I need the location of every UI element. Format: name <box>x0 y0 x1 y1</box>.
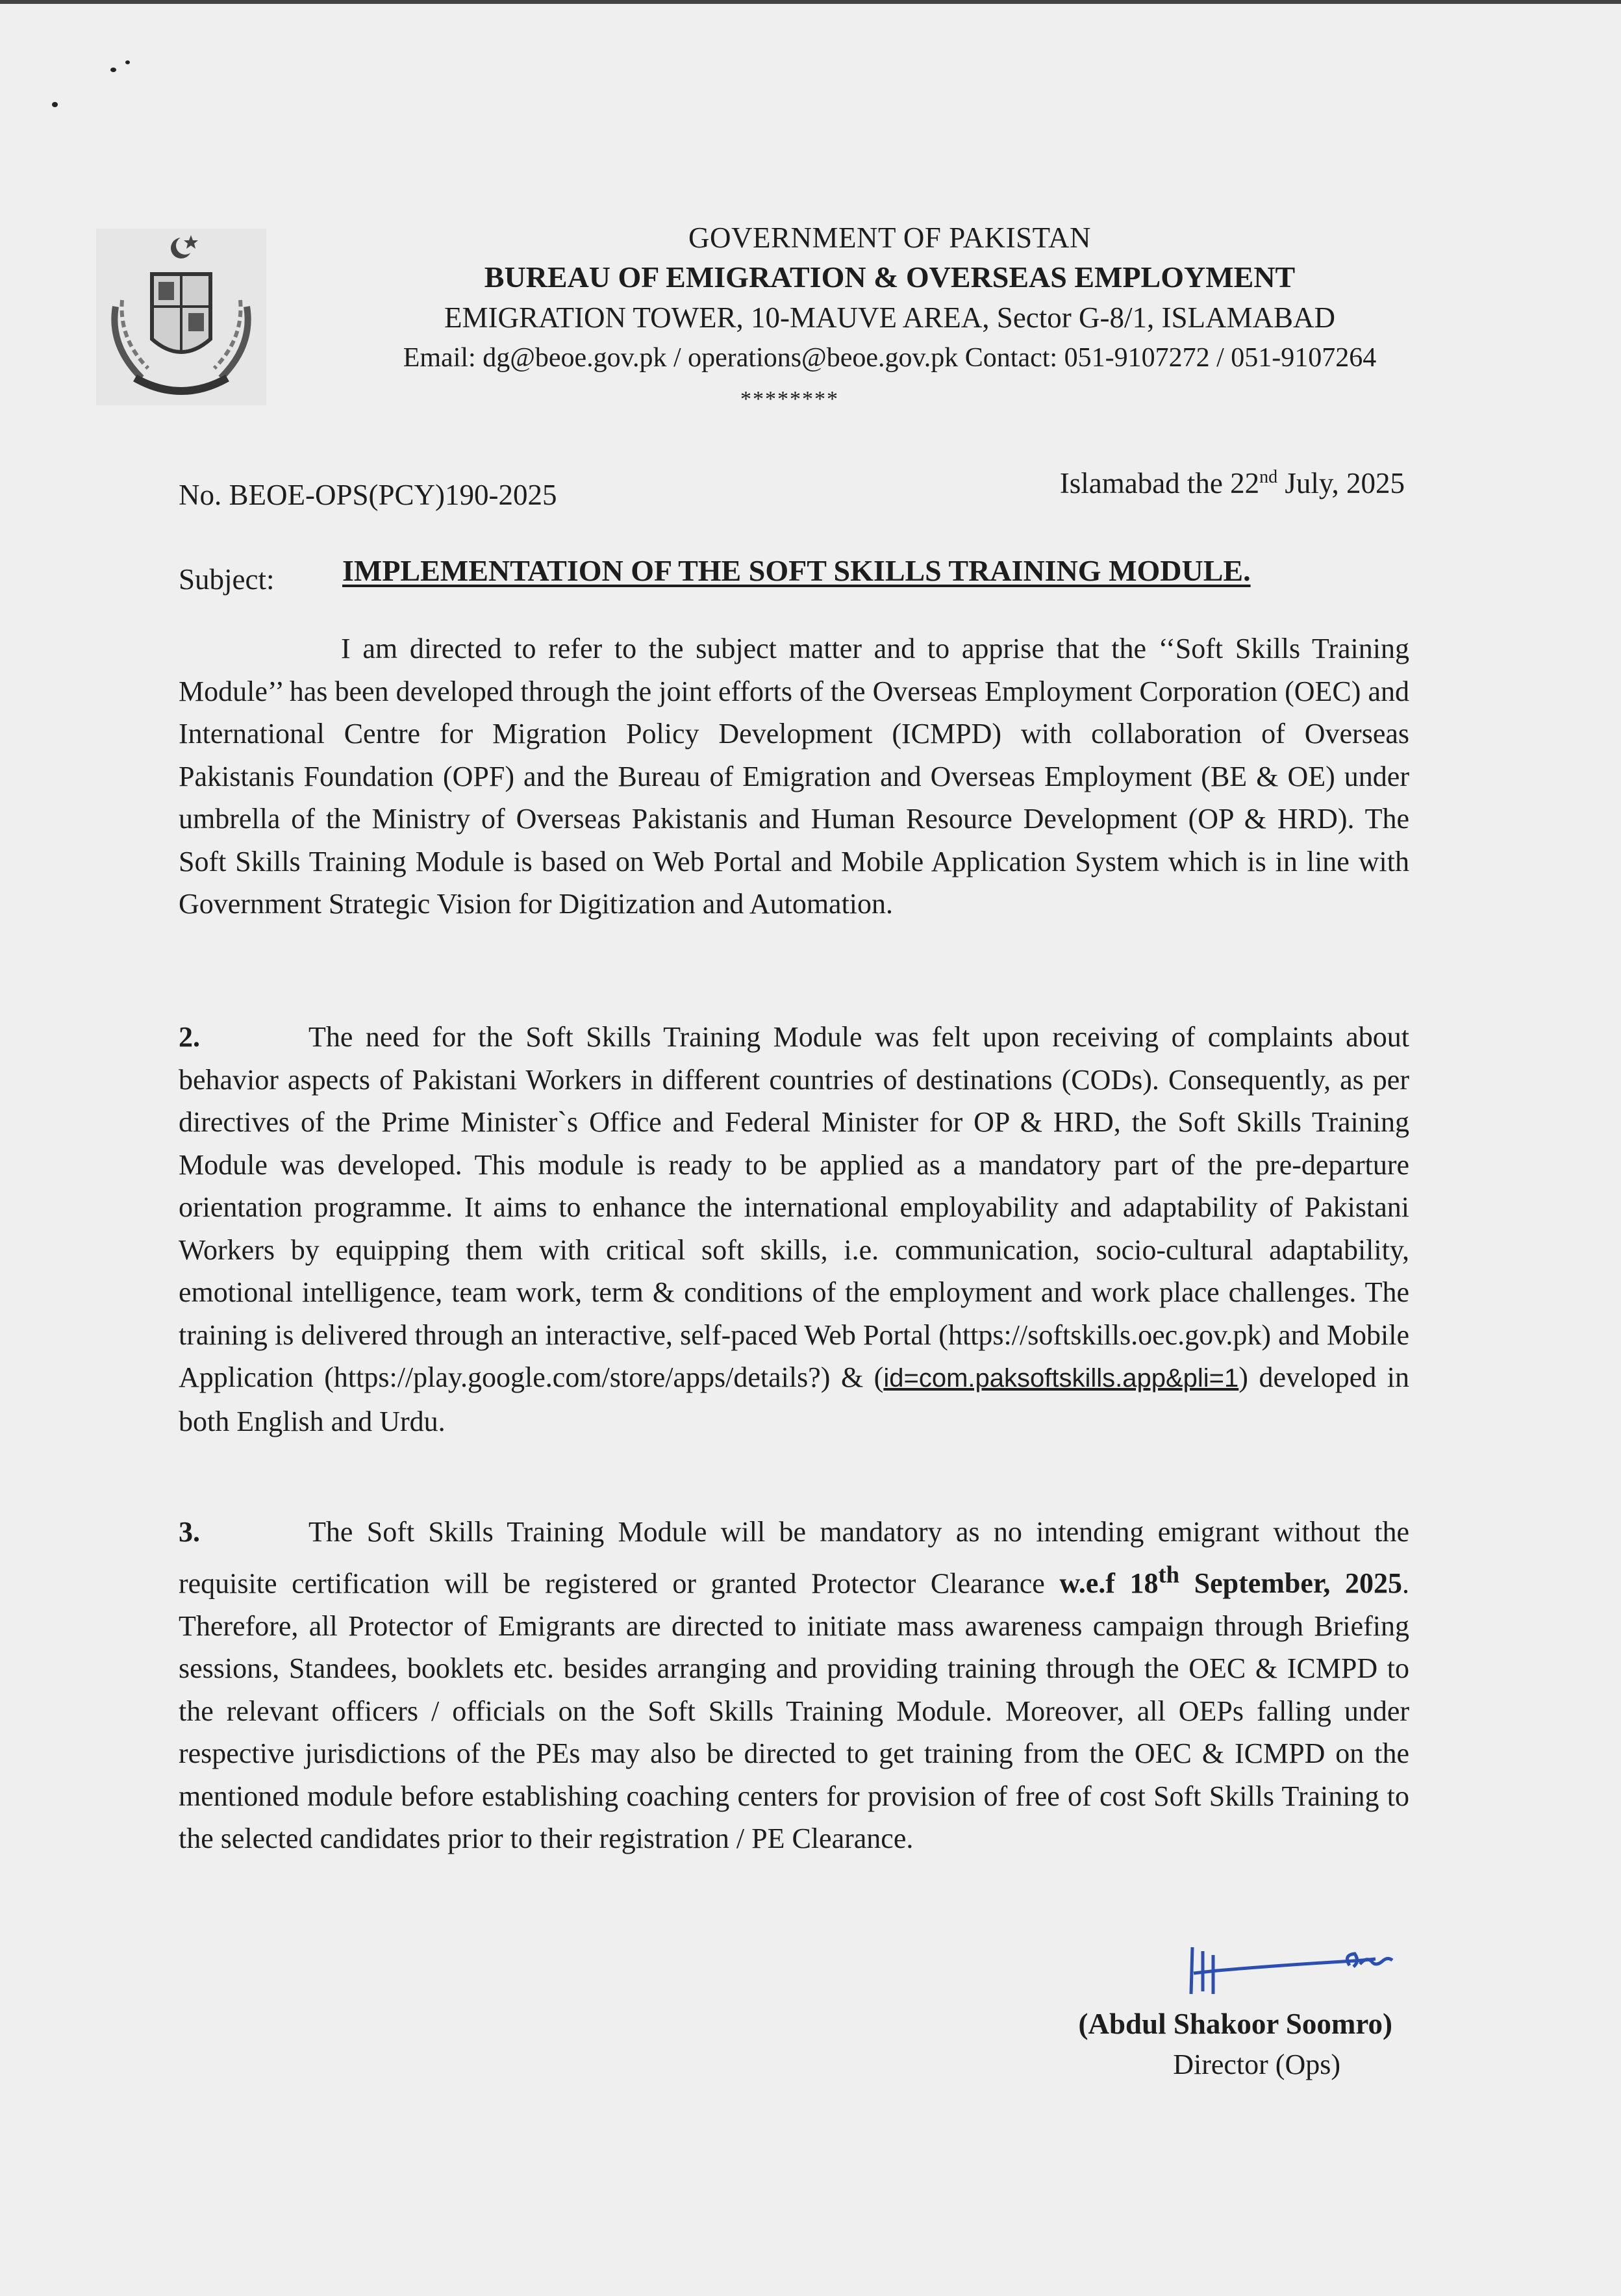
effective-date: w.e.f 18th September, 2025 <box>1059 1561 1402 1600</box>
app-id-link[interactable]: id=com.paksoftskills.app&pli=1 <box>883 1364 1239 1393</box>
header-contact: Email: dg@beoe.gov.pk / operations@beoe.gov.pk Contact: 051-9107272 / 051-9107264 <box>403 343 1377 373</box>
header-bureau: BUREAU OF EMIGRATION & OVERSEAS EMPLOYMENT <box>484 260 1296 294</box>
handwritten-signature <box>1181 1942 1401 2000</box>
paragraph-3: 3. The Soft Skills Training Module will be mandatory as no intending emigrant without the requisite certification will be registered or granted Protector Clearance w.e.f 18th September, 2025. Therefore, all Protector of Emigrants are directed to initiate mass awareness campaign through Briefing sessions, Standees, booklets etc. besides arranging and providing training through the OEC & ICMPD to the relevant officers / officials on the Soft Skills Training Module. Moreover, all OEPs falling under respective jurisdictions of the PEs may also be directed to get training from the OEC & ICMPD on the mentioned module before establishing coaching centers for provision of free of cost Soft Skills Training to the selected candidates prior to their registration / PE Clearance. <box>179 1511 1409 1860</box>
header-address: EMIGRATION TOWER, 10-MAUVE AREA, Sector G-8/1, ISLAMABAD <box>444 301 1336 334</box>
paragraph-number: 2. <box>179 1021 200 1053</box>
paragraph-1: I am directed to refer to the subject matter and to apprise that the ‘‘Soft Skills Training Module’’ has been developed through the joint efforts of the Overseas Employment Corporation (OEC) and International Centre for Migration Policy Development (ICMPD) with collaboration of Overseas Pakistanis Foundation (OPF) and the Bureau of Emigration and Overseas Employment (BE & OE) under umbrella of the Ministry of Overseas Pakistanis and Human Resource Development (OP & HRD). The Soft Skills Training Module is based on Web Portal and Mobile Application System which is in line with Government Strategic Vision for Digitization and Automation. <box>179 633 1409 920</box>
subject-label: Subject: <box>179 563 275 596</box>
signatory-name: (Abdul Shakoor Soomro) <box>1078 2008 1392 2040</box>
scan-speck <box>125 60 130 64</box>
state-emblem-icon <box>96 229 266 405</box>
header-government: GOVERNMENT OF PAKISTAN <box>688 221 1091 254</box>
paragraph-2: 2. The need for the Soft Skills Training Module was felt upon receiving of complaints about behavior aspects of Pakistani Workers in different countries of destinations (CODs). Consequently, as per directives of the Prime Minister`s Office and Federal Minister for OP & HRD, the Soft Skills Training Module was developed. This module is ready to be applied as a mandatory part of the pre-departure orientation programme. It aims to enhance the international employability and adaptability of Pakistani Workers by equipping them with critical soft skills, i.e. communication, socio-cultural adaptability, emotional intelligence, team work, term & conditions of the employment and work place challenges. The training is delivered through an interactive, self-paced Web Portal (https://softskills.oec.gov.pk) and Mobile Application (https://play.google.com/store/apps/details?) & (id=com.paksoftskills.app&pli=1) developed in both English and Urdu. <box>179 1016 1409 1443</box>
subject-text: IMPLEMENTATION OF THE SOFT SKILLS TRAINING MODULE. <box>342 554 1251 587</box>
reference-number: No. BEOE-OPS(PCY)190-2025 <box>179 479 557 511</box>
paragraph-number: 3. <box>179 1516 200 1548</box>
scan-speck <box>52 102 58 107</box>
letter-date: Islamabad the 22nd July, 2025 <box>1059 467 1405 499</box>
signatory-designation: Director (Ops) <box>1173 2049 1340 2080</box>
header-separator: ******** <box>740 387 839 411</box>
scan-top-edge <box>0 0 1621 4</box>
scan-speck <box>110 68 116 72</box>
